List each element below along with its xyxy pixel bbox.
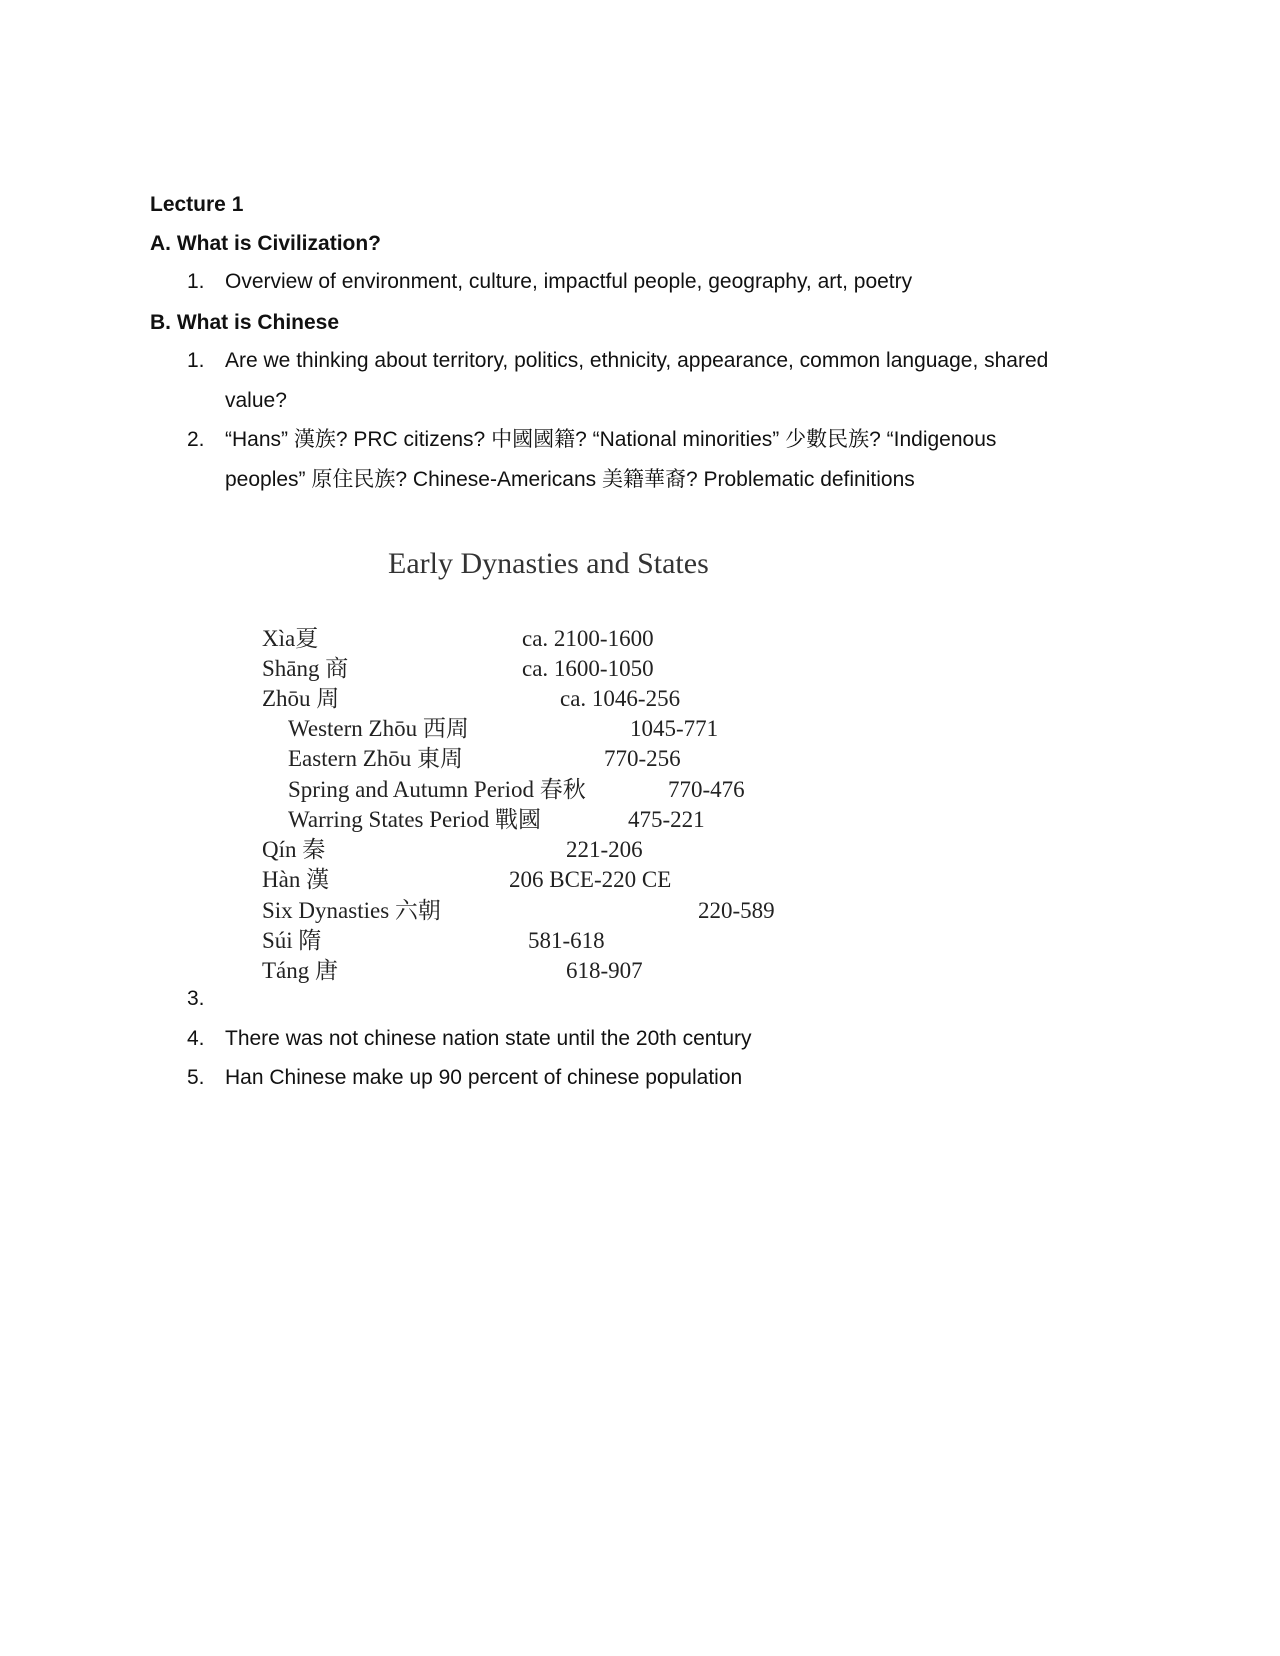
list-item-number: 1. [187, 270, 205, 293]
list-item-number: 2. [187, 428, 205, 451]
dynasty-name: Six Dynasties 六朝 [262, 898, 441, 923]
dynasty-name: Spring and Autumn Period 春秋 [288, 777, 586, 802]
list-item-text-line2: value? [225, 389, 287, 412]
section-a-heading: A. What is Civilization? [150, 232, 382, 255]
dynasty-name: Hàn 漢 [262, 867, 330, 892]
dynasty-dates: 581-618 [528, 928, 605, 953]
list-item-number: 3. [187, 987, 205, 1010]
list-item-text-line1: “Hans” 漢族? PRC citizens? 中國國籍? “National minorities” 少數民族? “Indigenous [225, 428, 997, 451]
dynasty-dates: ca. 2100-1600 [522, 626, 654, 651]
list-item-text: There was not chinese nation state until the 20th century [225, 1027, 752, 1050]
dynasty-dates: 206 BCE-220 CE [509, 867, 672, 892]
list-item-text: Overview of environment, culture, impactful people, geography, art, poetry [225, 270, 913, 293]
dynasty-name: Warring States Period 戰國 [288, 807, 542, 832]
list-item-text: Han Chinese make up 90 percent of chinese population [225, 1066, 743, 1089]
dynasty-dates: 618-907 [566, 958, 643, 983]
dynasty-name: Táng 唐 [262, 958, 339, 983]
dynasty-dates: 770-256 [604, 746, 681, 771]
list-item-text-line1: Are we thinking about territory, politics, ethnicity, appearance, common language, shared [225, 349, 1049, 372]
dynasty-name: Qín 秦 [262, 837, 326, 862]
section-b-heading: B. What is Chinese [150, 311, 340, 334]
dynasty-dates: 220-589 [698, 898, 775, 923]
dynasty-name: Western Zhōu 西周 [288, 716, 469, 741]
list-item-number: 5. [187, 1066, 205, 1089]
dynasty-dates: ca. 1600-1050 [522, 656, 654, 681]
dynasty-dates: 1045-771 [630, 716, 719, 741]
list-item-text-line2: peoples” 原住民族? Chinese-Americans 美籍華裔? Problematic definitions [225, 468, 915, 491]
list-item-number: 1. [187, 349, 205, 372]
dynasty-name: Shāng 商 [262, 656, 349, 681]
dynasty-dates: 221-206 [566, 837, 643, 862]
dynasty-name: Súi 隋 [262, 928, 322, 953]
dynasty-dates: 770-476 [668, 777, 745, 802]
list-item-number: 4. [187, 1027, 205, 1050]
lecture-title: Lecture 1 [150, 193, 244, 216]
dynasty-dates: 475-221 [628, 807, 705, 832]
dynasty-name: Eastern Zhōu 東周 [288, 746, 464, 771]
figure-title: Early Dynasties and States [388, 547, 709, 580]
dynasty-dates: ca. 1046-256 [560, 686, 681, 711]
dynasty-name: Xìa夏 [262, 626, 319, 651]
dynasty-name: Zhōu 周 [262, 686, 340, 711]
